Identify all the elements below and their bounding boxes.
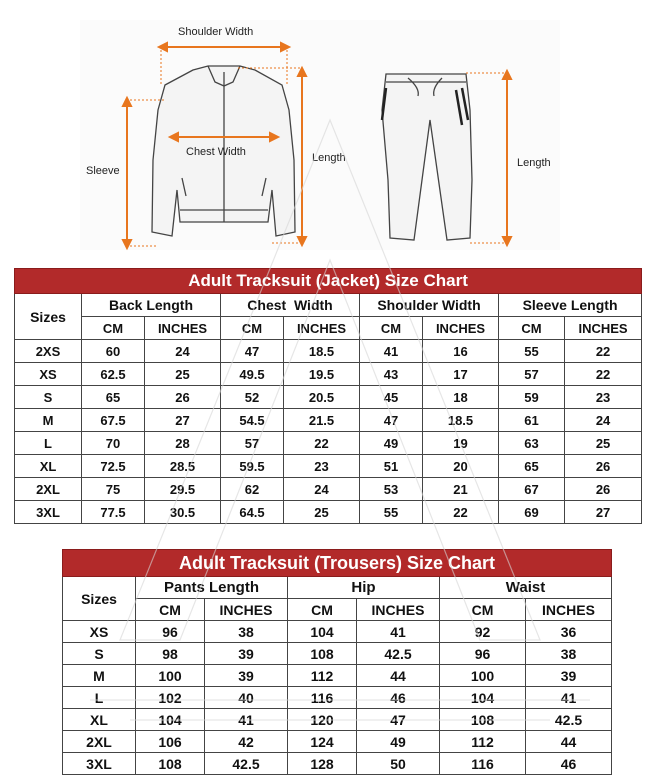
- trousers-unit-inches: INCHES: [357, 599, 440, 621]
- trousers-size-cell: S: [63, 643, 136, 665]
- jacket-value-cell: 62: [221, 478, 284, 501]
- jacket-unit-inches: INCHES: [284, 317, 360, 340]
- jacket-row: [15, 363, 642, 386]
- jacket-value-cell: 18: [423, 386, 499, 409]
- jacket-value-cell: 51: [360, 455, 423, 478]
- trousers-group-waist: Waist: [440, 577, 612, 599]
- jacket-value-cell: 24: [565, 409, 642, 432]
- jacket-unit-inches: INCHES: [145, 317, 221, 340]
- trousers-value-cell: 38: [205, 621, 288, 643]
- jacket-sizes-header: Sizes: [15, 294, 82, 340]
- trousers-value-cell: 47: [357, 709, 440, 731]
- jacket-value-cell: 26: [565, 478, 642, 501]
- jacket-length-label: Length: [312, 152, 346, 164]
- trousers-value-cell: 116: [288, 687, 357, 709]
- jacket-value-cell: 62.5: [82, 363, 145, 386]
- jacket-row: [15, 340, 642, 363]
- trousers-sizes-header: Sizes: [63, 577, 136, 621]
- trousers-value-cell: 106: [136, 731, 205, 753]
- jacket-value-cell: 22: [423, 501, 499, 524]
- trousers-value-cell: 44: [526, 731, 612, 753]
- jacket-value-cell: 27: [565, 501, 642, 524]
- trousers-unit-cm: CM: [136, 599, 205, 621]
- trousers-value-cell: 38: [526, 643, 612, 665]
- trousers-row: [63, 709, 612, 731]
- jacket-size-cell: L: [15, 432, 82, 455]
- jacket-value-cell: 69: [499, 501, 565, 524]
- trousers-unit-inches: INCHES: [205, 599, 288, 621]
- trousers-value-cell: 42: [205, 731, 288, 753]
- jacket-value-cell: 45: [360, 386, 423, 409]
- trousers-group-pants-length: Pants Length: [136, 577, 288, 599]
- jacket-value-cell: 64.5: [221, 501, 284, 524]
- jacket-value-cell: 47: [360, 409, 423, 432]
- trousers-value-cell: 42.5: [526, 709, 612, 731]
- jacket-unit-inches: INCHES: [565, 317, 642, 340]
- jacket-size-cell: XL: [15, 455, 82, 478]
- garment-illustration: [0, 0, 649, 262]
- trousers-size-cell: XL: [63, 709, 136, 731]
- trousers-value-cell: 40: [205, 687, 288, 709]
- jacket-value-cell: 18.5: [423, 409, 499, 432]
- jacket-value-cell: 27: [145, 409, 221, 432]
- jacket-value-cell: 57: [499, 363, 565, 386]
- jacket-value-cell: 43: [360, 363, 423, 386]
- trousers-unit-cm: CM: [440, 599, 526, 621]
- jacket-value-cell: 57: [221, 432, 284, 455]
- trousers-size-cell: XS: [63, 621, 136, 643]
- trousers-value-cell: 102: [136, 687, 205, 709]
- trousers-value-cell: 124: [288, 731, 357, 753]
- jacket-value-cell: 25: [284, 501, 360, 524]
- trousers-value-cell: 92: [440, 621, 526, 643]
- trousers-size-cell: L: [63, 687, 136, 709]
- trousers-value-cell: 104: [288, 621, 357, 643]
- trousers-size-cell: M: [63, 665, 136, 687]
- trousers-row: [63, 753, 612, 775]
- jacket-value-cell: 21.5: [284, 409, 360, 432]
- jacket-group-back-length: Back Length: [82, 294, 221, 317]
- trousers-group-hip: Hip: [288, 577, 440, 599]
- trousers-value-cell: 36: [526, 621, 612, 643]
- jacket-value-cell: 65: [82, 386, 145, 409]
- jacket-value-cell: 70: [82, 432, 145, 455]
- trousers-unit-inches: INCHES: [526, 599, 612, 621]
- trousers-value-cell: 41: [357, 621, 440, 643]
- trousers-row: [63, 665, 612, 687]
- trousers-table-title: Adult Tracksuit (Trousers) Size Chart: [63, 550, 612, 577]
- jacket-group-sleeve-length: Sleeve Length: [499, 294, 642, 317]
- jacket-value-cell: 75: [82, 478, 145, 501]
- jacket-table-title: Adult Tracksuit (Jacket) Size Chart: [15, 269, 642, 294]
- trousers-value-cell: 112: [288, 665, 357, 687]
- jacket-value-cell: 59: [499, 386, 565, 409]
- chest-width-label: Chest Width: [186, 146, 246, 158]
- jacket-value-cell: 20.5: [284, 386, 360, 409]
- jacket-value-cell: 60: [82, 340, 145, 363]
- jacket-value-cell: 23: [284, 455, 360, 478]
- jacket-size-cell: S: [15, 386, 82, 409]
- jacket-value-cell: 23: [565, 386, 642, 409]
- jacket-size-cell: XS: [15, 363, 82, 386]
- jacket-value-cell: 54.5: [221, 409, 284, 432]
- trousers-row: [63, 621, 612, 643]
- jacket-unit-cm: CM: [221, 317, 284, 340]
- jacket-value-cell: 65: [499, 455, 565, 478]
- trousers-row: [63, 643, 612, 665]
- trousers-value-cell: 42.5: [205, 753, 288, 775]
- jacket-value-cell: 55: [499, 340, 565, 363]
- trousers-length-label: Length: [517, 157, 551, 169]
- jacket-value-cell: 25: [565, 432, 642, 455]
- jacket-value-cell: 41: [360, 340, 423, 363]
- jacket-value-cell: 18.5: [284, 340, 360, 363]
- jacket-group-chest-width: Chest Width: [221, 294, 360, 317]
- jacket-row: [15, 432, 642, 455]
- trousers-row: [63, 687, 612, 709]
- trousers-value-cell: 46: [357, 687, 440, 709]
- sleeve-label: Sleeve: [86, 165, 120, 177]
- trousers-value-cell: 104: [136, 709, 205, 731]
- jacket-value-cell: 59.5: [221, 455, 284, 478]
- trousers-value-cell: 108: [136, 753, 205, 775]
- jacket-value-cell: 72.5: [82, 455, 145, 478]
- jacket-value-cell: 24: [284, 478, 360, 501]
- trousers-value-cell: 41: [526, 687, 612, 709]
- jacket-value-cell: 16: [423, 340, 499, 363]
- jacket-row: [15, 386, 642, 409]
- trousers-value-cell: 100: [440, 665, 526, 687]
- jacket-value-cell: 49.5: [221, 363, 284, 386]
- jacket-value-cell: 21: [423, 478, 499, 501]
- trousers-unit-cm: CM: [288, 599, 357, 621]
- trousers-size-cell: 3XL: [63, 753, 136, 775]
- jacket-row: [15, 455, 642, 478]
- jacket-unit-cm: CM: [499, 317, 565, 340]
- jacket-value-cell: 67: [499, 478, 565, 501]
- jacket-row: [15, 478, 642, 501]
- jacket-value-cell: 49: [360, 432, 423, 455]
- trousers-value-cell: 49: [357, 731, 440, 753]
- trousers-size-cell: 2XL: [63, 731, 136, 753]
- trousers-value-cell: 108: [288, 643, 357, 665]
- jacket-value-cell: 30.5: [145, 501, 221, 524]
- trousers-value-cell: 120: [288, 709, 357, 731]
- trousers-size-table: [62, 549, 612, 775]
- trousers-value-cell: 39: [205, 643, 288, 665]
- jacket-unit-inches: INCHES: [423, 317, 499, 340]
- jacket-value-cell: 47: [221, 340, 284, 363]
- trousers-value-cell: 104: [440, 687, 526, 709]
- jacket-value-cell: 77.5: [82, 501, 145, 524]
- jacket-value-cell: 63: [499, 432, 565, 455]
- jacket-value-cell: 24: [145, 340, 221, 363]
- jacket-row: [15, 409, 642, 432]
- trousers-value-cell: 116: [440, 753, 526, 775]
- jacket-value-cell: 22: [284, 432, 360, 455]
- jacket-value-cell: 28.5: [145, 455, 221, 478]
- jacket-value-cell: 29.5: [145, 478, 221, 501]
- trousers-value-cell: 100: [136, 665, 205, 687]
- trousers-value-cell: 39: [526, 665, 612, 687]
- jacket-size-table: [14, 268, 642, 524]
- trousers-value-cell: 46: [526, 753, 612, 775]
- jacket-value-cell: 28: [145, 432, 221, 455]
- shoulder-width-label: Shoulder Width: [178, 26, 254, 38]
- jacket-value-cell: 55: [360, 501, 423, 524]
- jacket-value-cell: 19.5: [284, 363, 360, 386]
- jacket-group-shoulder-width: Shoulder Width: [360, 294, 499, 317]
- jacket-value-cell: 20: [423, 455, 499, 478]
- jacket-size-cell: 2XS: [15, 340, 82, 363]
- jacket-unit-cm: CM: [82, 317, 145, 340]
- jacket-value-cell: 17: [423, 363, 499, 386]
- jacket-value-cell: 67.5: [82, 409, 145, 432]
- trousers-value-cell: 39: [205, 665, 288, 687]
- trousers-value-cell: 44: [357, 665, 440, 687]
- jacket-value-cell: 26: [145, 386, 221, 409]
- trousers-row: [63, 731, 612, 753]
- trousers-value-cell: 96: [136, 621, 205, 643]
- trousers-value-cell: 42.5: [357, 643, 440, 665]
- trousers-value-cell: 108: [440, 709, 526, 731]
- trousers-value-cell: 98: [136, 643, 205, 665]
- jacket-unit-cm: CM: [360, 317, 423, 340]
- jacket-size-cell: M: [15, 409, 82, 432]
- trousers-value-cell: 112: [440, 731, 526, 753]
- jacket-row: [15, 501, 642, 524]
- trousers-value-cell: 128: [288, 753, 357, 775]
- trousers-value-cell: 96: [440, 643, 526, 665]
- jacket-value-cell: 61: [499, 409, 565, 432]
- jacket-value-cell: 25: [145, 363, 221, 386]
- trousers-value-cell: 50: [357, 753, 440, 775]
- jacket-value-cell: 22: [565, 340, 642, 363]
- jacket-value-cell: 26: [565, 455, 642, 478]
- jacket-value-cell: 22: [565, 363, 642, 386]
- jacket-value-cell: 19: [423, 432, 499, 455]
- jacket-size-cell: 2XL: [15, 478, 82, 501]
- jacket-value-cell: 52: [221, 386, 284, 409]
- trousers-value-cell: 41: [205, 709, 288, 731]
- jacket-value-cell: 53: [360, 478, 423, 501]
- jacket-size-cell: 3XL: [15, 501, 82, 524]
